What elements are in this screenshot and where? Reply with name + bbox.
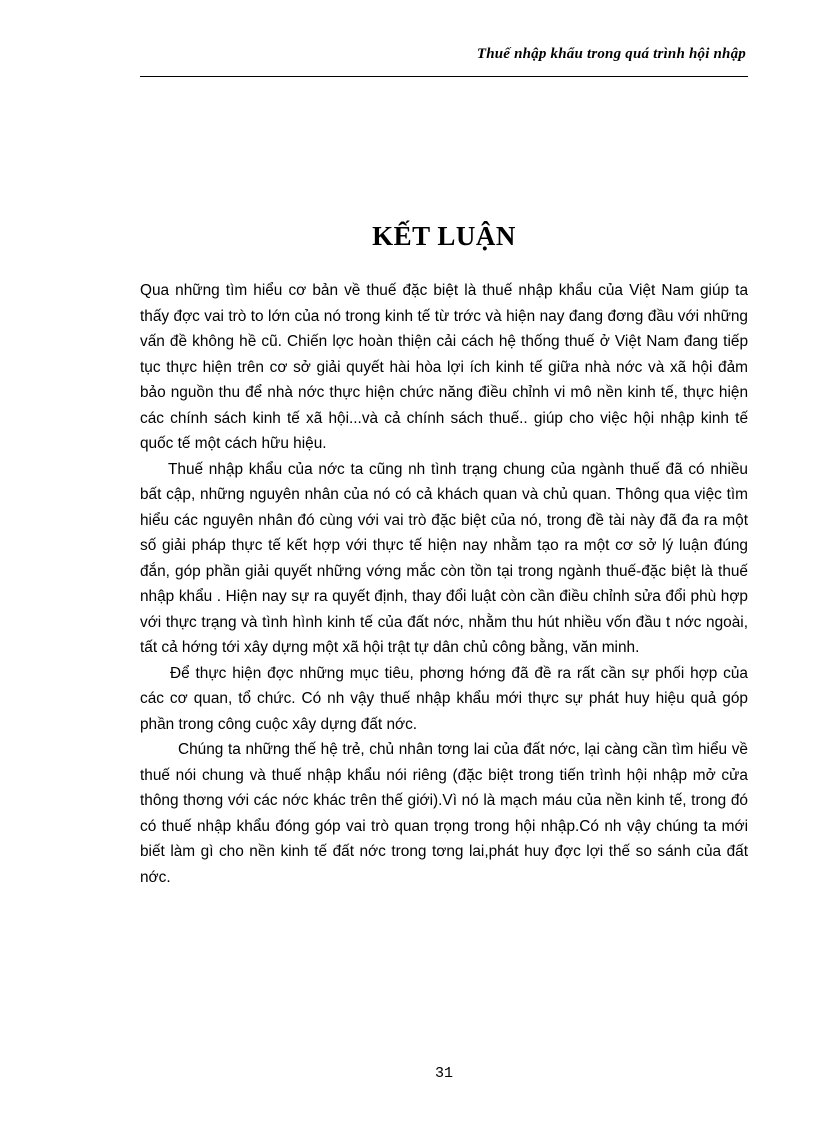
body-text <box>140 278 748 890</box>
paragraph-2: Thuế nhập khẩu của nớc ta cũng nh tình trạng chung của ngành thuế đã có nhiều bất cập, những nguyên nhân của nó có cả khách quan và chủ quan. Thông qua việc tìm hiểu các nguyên nhân đó cùng với vai trò đặc biệt của nó, trong đề tài này đã đa ra một số giải pháp thực tế kết hợp với thực tế hiện nay nhằm tạo ra một cơ sở lý luận đúng đắn, góp phần giải quyết những vớng mắc còn tồn tại trong ngành thuế-đặc biệt là thuế nhập khẩu . Hiện nay sự ra quyết định, thay đổi luật còn cần điều chỉnh sửa đổi phù hợp với thực trạng và tình hình kinh tế của đất nớc, nhằm thu hút nhiều vốn đầu t nớc ngoài, tất cả hớng tới xây dựng một xã hội trật tự dân chủ công bằng, văn minh. <box>140 460 748 656</box>
page-title: KẾT LUẬN <box>372 221 516 251</box>
page-number: 31 <box>434 1065 453 1082</box>
paragraph-4: Chúng ta những thế hệ trẻ, chủ nhân tơng lai của đất nớc, lại càng cần tìm hiểu về thuế nói chung và thuế nhập khẩu nói riêng (đặc biệt trong tiến trình hội nhập mở cửa thông thơng với các nớc khác trên thế giới).Vì nó là mạch máu của nền kinh tế, trong đó có thuế nhập khẩu đóng góp vai trò quan trọng trong hội nhập.Có nh vậy chúng ta mới biết làm gì cho nền kinh tế đất nớc trong tơng lai,phát huy đợc lợi thế so sánh của đất nớc. <box>140 741 748 886</box>
paragraph-1: Qua những tìm hiểu cơ bản về thuế đặc biệt là thuế nhập khẩu của Việt Nam giúp ta thấy đợc vai trò to lớn của nó trong kinh tế từ trớc và hiện nay đang đơng đầu với những vấn đề không hề cũ. Chiến lợc hoàn thiện cải cách hệ thống thuế ở Việt Nam đang tiếp tục thực hiện trên cơ sở giải quyết hài hòa lợi ích kinh tế giữa nhà nớc và xã hội đảm bảo nguồn thu để nhà nớc thực hiện chức năng điều chỉnh vi mô nền kinh tế, thực hiện các chính sách kinh tế xã hội...và cả chính sách thuế.. giúp cho việc hội nhập kinh tế quốc tế một cách hữu hiệu. <box>140 282 748 452</box>
running-header: Thuế nhập khẩu trong quá trình hội nhập <box>476 46 746 62</box>
header-divider <box>140 76 748 77</box>
paragraph-3: Để thực hiện đợc những mục tiêu, phơng hớng đã đề ra rất cần sự phối hợp của các cơ quan, tổ chức. Có nh vậy thuế nhập khẩu mới thực sự phát huy hiệu quả góp phần trong công cuộc xây dựng đất nớc. <box>140 664 748 733</box>
